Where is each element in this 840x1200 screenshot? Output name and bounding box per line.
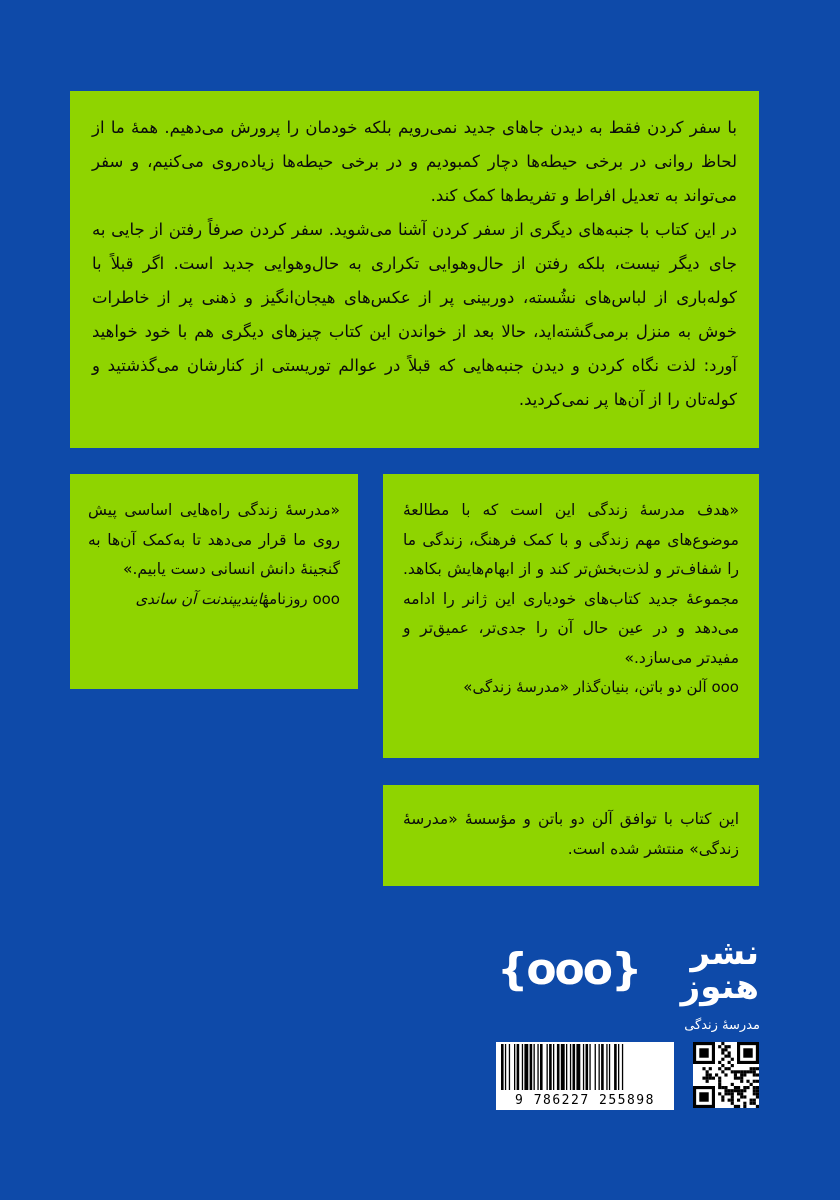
agreement-note: این کتاب با توافق آلن دو باتن و مؤسسهٔ «مدرسهٔ زندگی» منتشر شده است. xyxy=(403,810,739,858)
description-paragraph-1: با سفر کردن فقط به دیدن جاهای جدید نمی‌رویم بلکه خودمان را پرورش می‌دهیم. همهٔ ما از لحاظ روانی در برخی حیطه‌ها دچار کمبودیم و در برخی حیطه‌ها زیاده‌روی می‌کنیم، و سفر می‌تواند به تعدیل افراط و تفریط‌ها کمک کند. xyxy=(92,118,737,205)
independent-quote-box xyxy=(70,474,358,689)
newspaper-name: ایندیپندنت آن ساندی xyxy=(135,589,263,608)
publisher-logo xyxy=(497,933,759,1007)
alain-de-botton-quote-box xyxy=(383,474,759,758)
series-name: مدرسهٔ زندگی xyxy=(684,1018,760,1033)
alain-de-botton-quote: «هدف مدرسهٔ زندگی این است که با مطالعهٔ موضوع‌های مهم زندگی و با کمک فرهنگ، زندگی ما را شفاف‌تر و لذت‌بخش‌تر کند و از ابهام‌هایش بکاهد. مجموعهٔ جدید کتاب‌های خودیاری این ژانر را ادامه می‌دهد و در عین حال آن را جدی‌تر، عمیق‌تر و مفیدتر می‌سازد.» xyxy=(403,501,739,667)
description-paragraph-2: در این کتاب با جنبه‌های دیگری از سفر کردن آشنا می‌شوید. سفر کردن صرفاً رفتن از جایی به جای دیگر نیست، بلکه رفتن از حال‌وهوایی تکراری به حال‌وهوایی جدید است. اگر قبلاً با کوله‌باری از لباس‌های نشُسته، دوربینی پر از عکس‌های هیجان‌انگیز و ذهنی پر از خاطرات خوش به منزل برمی‌گشته‌اید، حالا بعد از خواندن این کتاب چیزهای دیگری هم با خود خواهید آورد: لذت نگاه کردن و دیدن جنبه‌هایی که قبلاً در عوالم توریستی از کنارشان می‌گذشتید و کوله‌تان را از آن‌ها پر نمی‌کردید. xyxy=(92,220,737,409)
back-cover-description-box xyxy=(70,91,759,448)
attribution-prefix: ooo روزنامهٔ xyxy=(262,589,340,608)
publisher-name: نشر هنوز xyxy=(680,933,759,1007)
barcode-bars-icon xyxy=(499,1044,671,1092)
independent-attribution xyxy=(88,585,340,614)
independent-quote: «مدرسهٔ زندگی راه‌هایی اساسی پیش روی ما قرار می‌دهد تا به‌کمک آن‌ها به گنجینهٔ دانش انسانی دست یابیم.» xyxy=(88,501,340,578)
agreement-note-box xyxy=(383,785,759,886)
alain-de-botton-attribution: ooo آلن دو باتن، بنیان‌گذار «مدرسهٔ زندگی» xyxy=(463,678,739,696)
qr-code-icon xyxy=(693,1042,759,1108)
isbn-barcode xyxy=(496,1042,674,1110)
isbn-number: 9 786227 255898 xyxy=(515,1093,655,1108)
publisher-brace-mark: {ooo} xyxy=(497,944,641,995)
